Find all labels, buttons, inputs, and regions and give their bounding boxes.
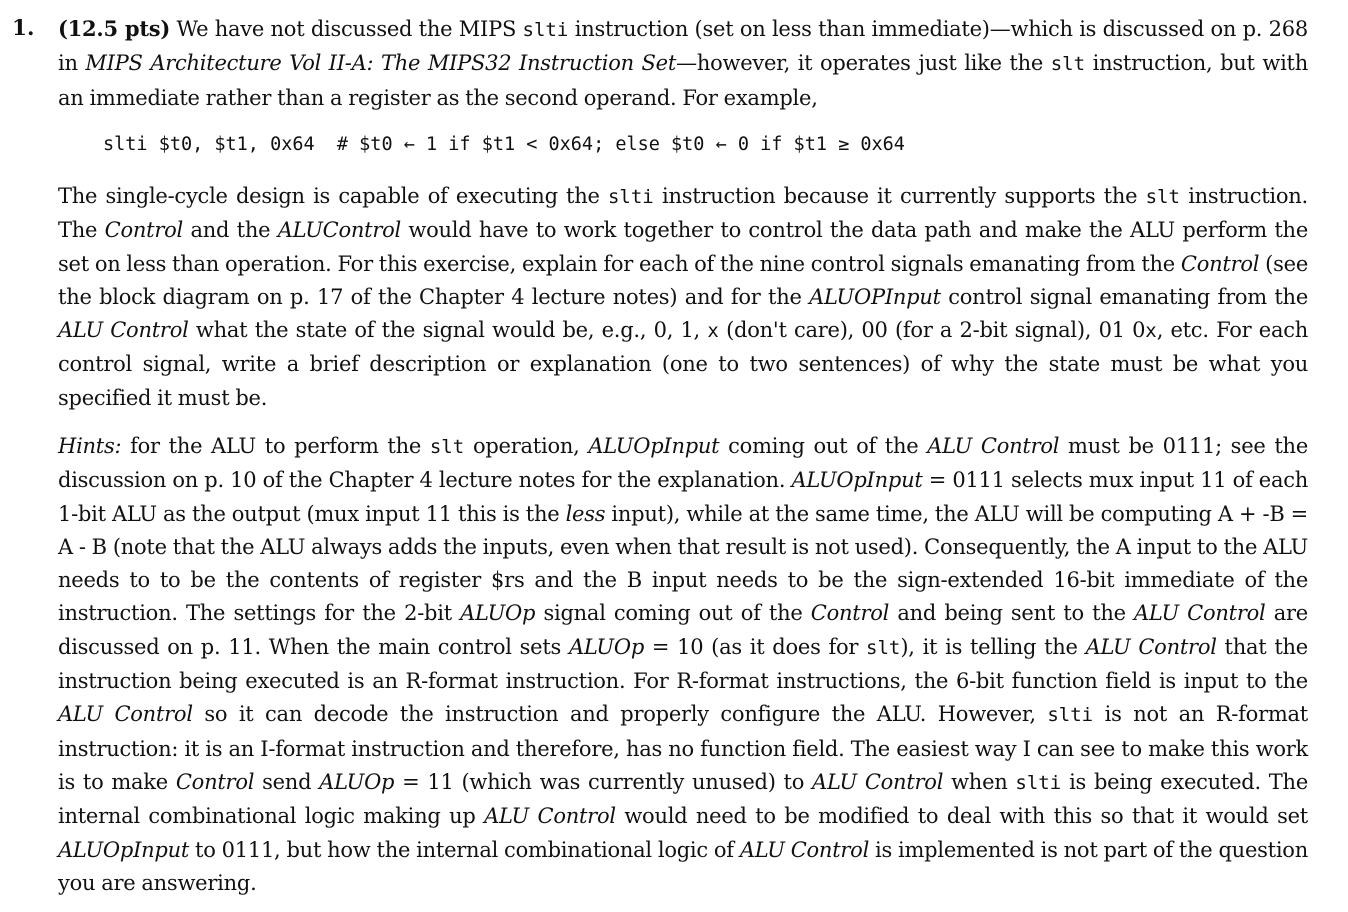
book-title: MIPS Architecture Vol II-A: The MIPS32 Instruction Set (85, 51, 677, 76)
code-slti: slti (522, 19, 569, 41)
code-slt: slt (1050, 53, 1086, 76)
instructions-paragraph: The single-cycle design is capable of executing the slti instruction because it currently supports the slt instruction. The Control and the ALUControl would have to work together to control the data path and make the ALU perform the set on less than operation. For this exercise, explain for each of the nine control signals emanating from the Control (see the block diagram on p. 17 of the Chapter 4 lecture notes) and for the ALUOPInput control signal emanating from the ALU Control what the state of the signal would be, e.g., 0, 1, x (don't care), 00 (for a 2-bit signal), 01 0x, etc. For each control signal, write a brief description or explanation (one to two sentences) of why the state must be what you specified it must be. (58, 184, 1309, 410)
code-example: slti $t0, $t1, 0x64 # $t0 ← 1 if $t1 < 0x64; else $t0 ← 0 if $t1 ≥ 0x64 (103, 134, 905, 155)
hints-label: Hints: (58, 434, 122, 458)
points-label: (12.5 pts) (58, 16, 171, 41)
hints-paragraph: Hints: for the ALU to perform the slt operation, ALUOpInput coming out of the ALU Control must be 0111; see the discussion on p. 10 of the Chapter 4 lecture notes for the explanation. ALUOpInput = 0111 selects mux input 11 of each 1-bit ALU as the output (mux input 11 this is the less input), while at the same time, the ALU will be computing A + -B = A - B (note that the ALU always adds the inputs, even when that result is not used). Consequently, the A input to the ALU needs to to be the contents of register $rs and the B input needs to be the sign-extended 16-bit immediate of the instruction. The settings for the 2-bit ALUOp signal coming out of the Control and being sent to the ALU Control are discussed on p. 11. When the main control sets ALUOp = 10 (as it does for slt), it is telling the ALU Control that the instruction being executed is an R-format instruction. For R-format instructions, the 6-bit function field is input to the ALU Control so it can decode the instruction and properly configure the ALU. However, slti is not an R-format instruction: it is an I-format instruction and therefore, has no function field. The easiest way I can see to make this work is to make Control send ALUOp = 11 (which was currently unused) to ALU Control when slti is being executed. The internal combinational logic making up ALU Control would need to be modified to deal with this so that it would set ALUOpInput to 0111, but how the internal combinational logic of ALU Control is implemented is not part of the question you are answering. (58, 434, 1309, 895)
question-intro: (12.5 pts) We have not discussed the MIPS slti instruction (set on less than immediate)—which is discussed on p. 268 in MIPS Architecture Vol II-A: The MIPS32 Instruction Set—however, it operates just like the slt instruction, but with an immediate rather than a register as the second operand. For example, (58, 16, 1309, 110)
question-number: 1. (12, 16, 35, 41)
